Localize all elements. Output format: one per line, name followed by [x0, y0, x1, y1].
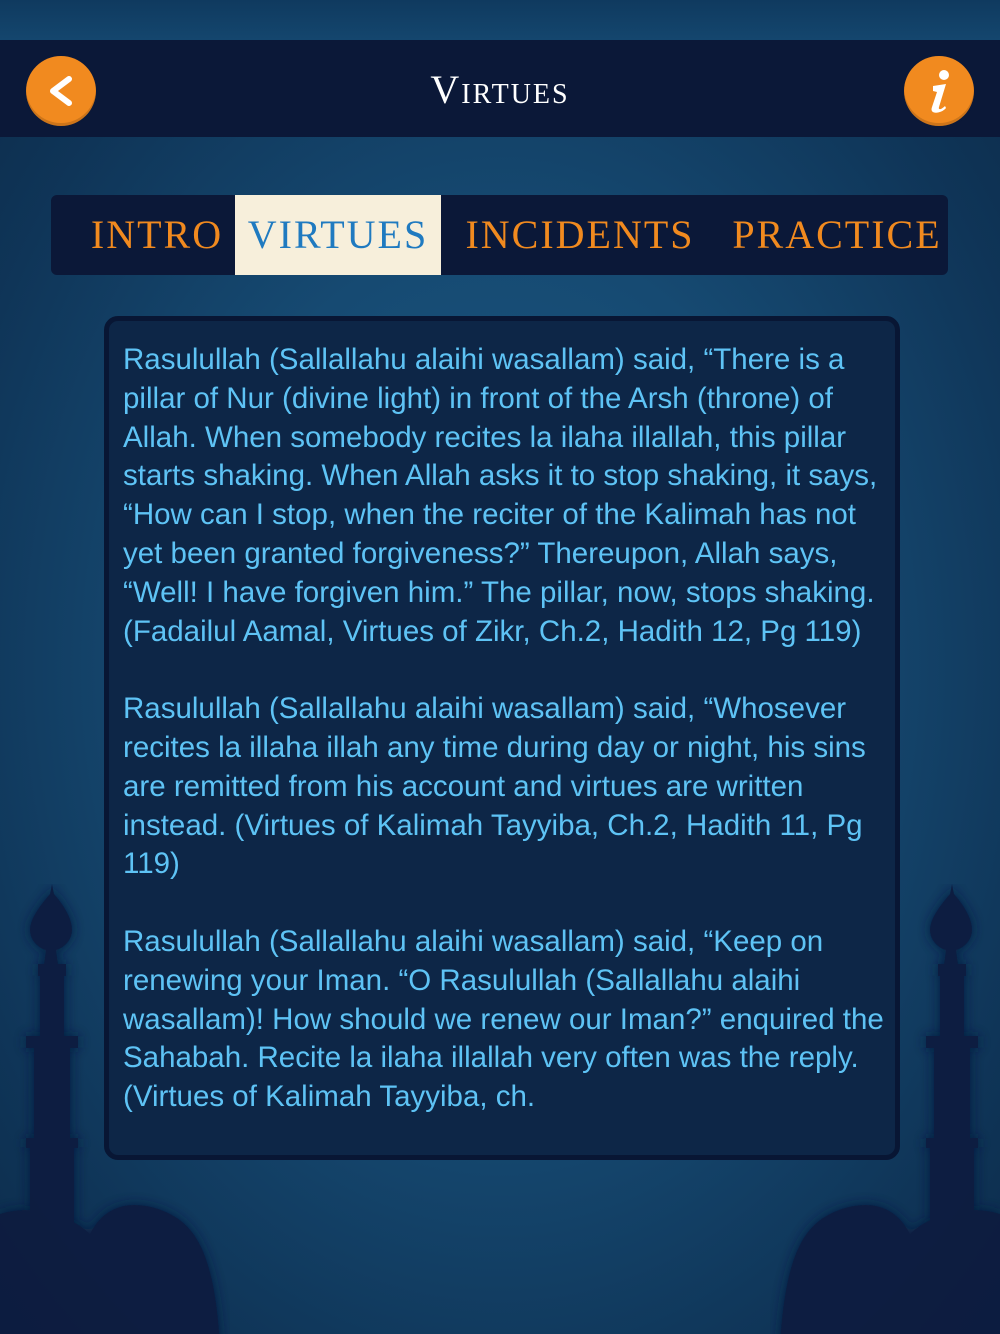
info-button[interactable]: [904, 56, 974, 126]
tab-bar: [51, 195, 948, 275]
tab-incidents[interactable]: INCIDENTS: [465, 212, 695, 257]
page-title: Virtues: [430, 67, 570, 112]
tab-intro[interactable]: INTRO: [90, 212, 224, 257]
status-area: [0, 0, 1000, 40]
tab-virtues[interactable]: VIRTUES: [235, 195, 441, 275]
content-panel[interactable]: [104, 316, 900, 1160]
virtue-paragraph: Rasulullah (Sallallahu alaihi wasallam) said, “Keep on renewing your Iman. “O Rasulullah (Sallallahu alaihi wasallam)! How should we renew our Iman?” enquired the Sahabah. Recite la ilaha illallah very often was the reply. (Virtues of Kalimah Tayyiba, ch.: [123, 924, 884, 1114]
virtue-paragraph: Rasulullah (Sallallahu alaihi wasallam) said, “There is a pillar of Nur (divine light) in front of the Arsh (throne) of Allah. When somebody recites la ilaha illallah, this pillar starts shaking. When Allah asks it to stop shaking, it says, “How can I stop, when the reciter of the Kalimah has not yet been granted forgiveness?” Thereupon, Allah says, “Well! I have forgiven him.” The pillar, now, stops shaking. (Fadailul Aamal, Virtues of Zikr, Ch.2, Hadith 12, Pg 119): [123, 343, 878, 648]
chevron-left-icon: [41, 71, 81, 111]
navigation-bar: [0, 40, 1000, 137]
virtue-paragraph: Rasulullah (Sallallahu alaihi wasallam) said, “Whosever recites la illaha illah any time during day or night, his sins are remitted from his account and virtues are written instead. (Virtues of Kalimah Tayyiba, Ch.2, Hadith 11, Pg 119): [123, 692, 866, 881]
tab-practice[interactable]: PRACTICE: [732, 212, 942, 257]
info-icon: [919, 67, 959, 115]
content-scroll-area[interactable]: [123, 341, 893, 1156]
back-button[interactable]: [26, 56, 96, 126]
